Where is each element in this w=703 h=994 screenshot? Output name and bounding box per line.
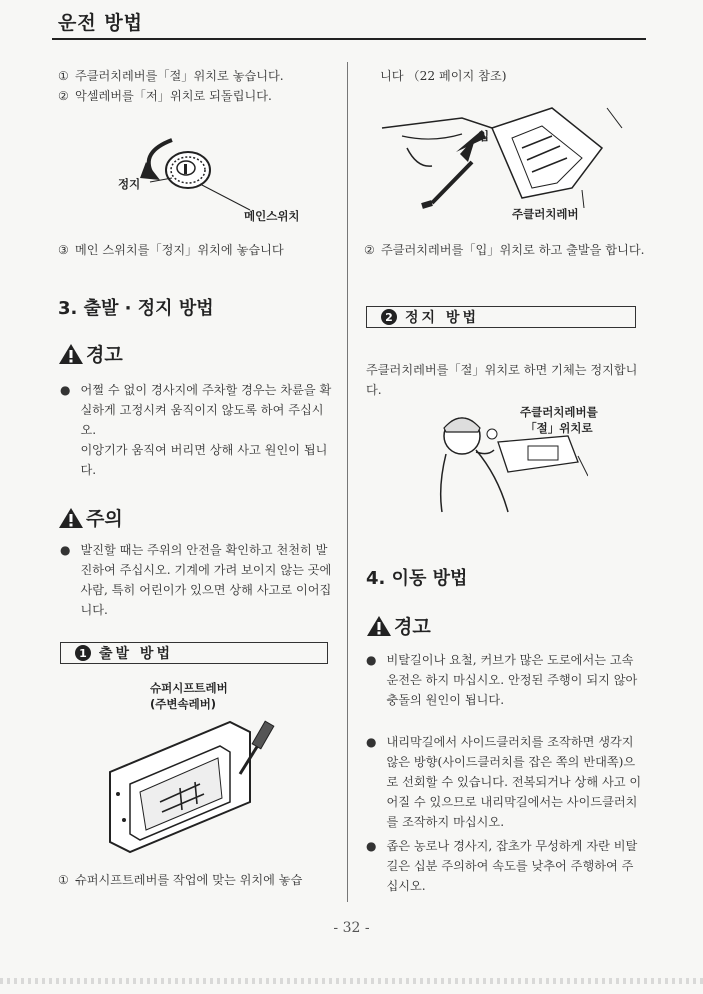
label-in: 입 [478, 129, 490, 143]
operator-figure [428, 406, 588, 516]
column-divider [347, 62, 348, 902]
warning-bullet [366, 836, 644, 896]
bullet-dot: ● [366, 653, 377, 667]
step-item [58, 240, 338, 260]
step-number: ① [58, 69, 69, 83]
warning-heading [58, 340, 123, 367]
clutch-lever-figure [372, 88, 642, 226]
step-text: 주클러치레버를「절」위치로 놓습니다. [74, 69, 284, 83]
bullet-text: 내리막길에서 사이드클러치를 조작하면 생각지 않은 방향(사이드클러치를 잡은 쪽의 반대쪽)으로 선회할 수 있습니다. 전복되거나 상해 사고 이어질 수 있으므로 내리막길에서는 사이드클러치를 조작하지 마십시오. [386, 735, 642, 829]
bullet-dot: ● [366, 735, 377, 749]
page-number: - 32 - [333, 920, 370, 936]
header-rule [52, 38, 646, 40]
step-item [58, 86, 338, 106]
caution-title: 주의 [86, 508, 123, 530]
start-method-title: 출발 방법 [99, 646, 173, 662]
scan-edge [0, 978, 703, 984]
stop-method-title: 정지 방법 [405, 310, 479, 326]
step-item [364, 240, 646, 260]
step-item [58, 66, 338, 86]
step-number: ① [58, 873, 69, 887]
warning-bullet-list [366, 650, 644, 896]
section-title-4: 4. 이동 방법 [366, 568, 468, 589]
label-stop: 정지 [118, 177, 141, 191]
bullet-text: 어쩔 수 없이 경사지에 주차할 경우는 차륜을 확실하게 고정시켜 움직이지 않도록 하여 주십시오. [80, 383, 332, 437]
top-steps [58, 66, 338, 106]
step-number: ③ [58, 243, 69, 257]
step-number: ② [58, 89, 69, 103]
step-text: 슈퍼시프트레버를 작업에 맞는 위치에 놓습 [74, 873, 303, 887]
bullet-text: 비탈길이나 요철, 커브가 많은 도로에서는 고속 운전은 하지 마십시오. 안정된 주행이 되지 않아 충돌의 원인이 됩니다. [386, 653, 638, 707]
warning-triangle-icon [58, 343, 84, 365]
shift-lever-figure [100, 712, 300, 860]
warning-bullet [366, 732, 644, 832]
step-text: 악셀레버를「저」위치로 되돌립니다. [74, 89, 272, 103]
label-super-shift-lever: 슈퍼시프트레버 (주변속레버) [150, 681, 228, 711]
label-main-switch: 메인스위치 [244, 209, 300, 223]
bullet-text: 이앙기가 움직여 버리면 상해 사고 원인이 됩니다. [80, 443, 328, 477]
warning-heading [366, 612, 431, 639]
warning-bullet [366, 650, 644, 710]
stop-description: 주클러치레버를「절」위치로 하면 기체는 정지합니다. [366, 363, 638, 397]
page-header-title: 운전 방법 [58, 12, 144, 34]
warning-triangle-icon [366, 615, 392, 637]
warning-title: 경고 [86, 344, 123, 366]
bullet-text: 좁은 농로나 경사지, 잡초가 무성하게 자란 비탈길은 십분 주의하여 속도를 낮추어 주행하여 주십시오. [386, 839, 638, 893]
bullet-dot: ● [60, 543, 71, 557]
stop-method-box [366, 306, 636, 328]
caution-bullet [60, 540, 336, 620]
warning-bullet [60, 380, 336, 480]
bullet-dot: ● [60, 383, 71, 397]
step-text: 주클러치레버를「입」위치로 하고 출발을 합니다. [380, 243, 645, 257]
step-text: 메인 스위치를「정지」위치에 놓습니다 [74, 243, 284, 257]
bullet-text: 발진할 때는 주위의 안전을 확인하고 천천히 발진하여 주십시오. 기계에 가려 보이지 않는 곳에 사람, 특히 어린이가 있으면 상해 사고로 이어집니다. [80, 543, 332, 617]
section-number-badge: 2 [381, 309, 397, 325]
bullet-dot: ● [366, 839, 377, 853]
section-number-badge: 1 [75, 645, 91, 661]
warning-title: 경고 [394, 616, 431, 638]
step-item [58, 870, 338, 890]
caution-triangle-icon [58, 507, 84, 529]
step-number: ② [364, 243, 375, 257]
label-clutch-lever: 주클러치레버 [512, 207, 579, 221]
continued-text: 니다 （22 페이지 참조) [380, 69, 507, 83]
start-method-box [60, 642, 328, 664]
label-clutch-off: 주클러치레버를 「절」위치로 [520, 405, 598, 435]
section-title-3: 3. 출발 · 정지 방법 [58, 298, 214, 319]
caution-heading [58, 504, 123, 531]
